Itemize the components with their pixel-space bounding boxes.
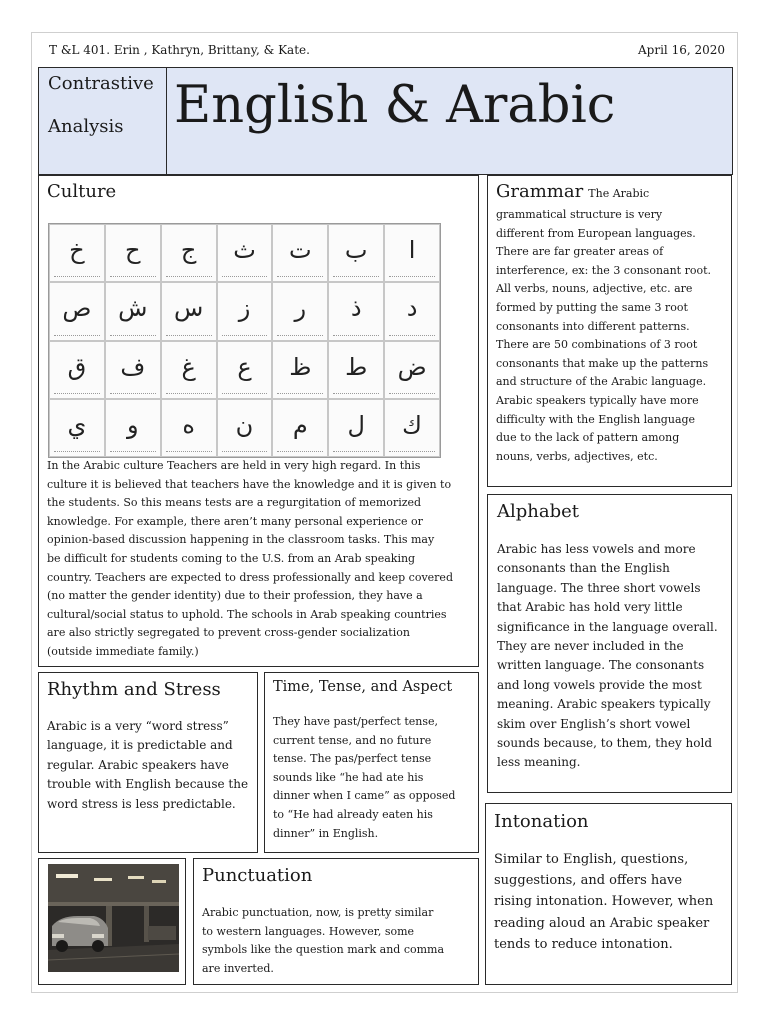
punctuation-text-line: to western languages. However, some [202, 924, 415, 938]
arabic-letter: ح [125, 236, 141, 265]
subtitle-line-1: Contrastive [48, 73, 154, 94]
arabic-letter: ت [289, 236, 312, 265]
arabic-letter: ف [120, 352, 146, 381]
alphabet-chart-cell [217, 341, 273, 399]
alphabet-chart-cell [49, 399, 105, 457]
alphabet-chart-cell [384, 224, 440, 282]
alphabet-chart-cell [217, 282, 273, 340]
culture-text-line: knowledge. For example, there aren’t many personal experience or [47, 514, 423, 528]
letter-caption-rule [222, 393, 268, 395]
alphabet-chart-cell [161, 399, 217, 457]
rhythm-text-line: regular. Arabic speakers have [47, 757, 229, 772]
time-tense-text [273, 713, 477, 843]
alphabet-text-line: less meaning. [497, 755, 581, 770]
culture-text-line: be difficult for students coming to the U.S. from an Arab speaking [47, 551, 416, 565]
alphabet-chart-cell [105, 341, 161, 399]
letter-caption-rule [222, 335, 268, 337]
grammar-text-line: formed by putting the same 3 root [496, 300, 688, 314]
alphabet-chart-cell [272, 282, 328, 340]
alphabet-text-line: Arabic has less vowels and more [497, 542, 696, 556]
arabic-letter: خ [69, 236, 85, 265]
arabic-letter: ه [182, 410, 195, 439]
grammar-text-line: nouns, verbs, adjectives, etc. [496, 449, 658, 463]
rhythm-text-line: trouble with English because the [47, 777, 249, 792]
letter-caption-rule [222, 276, 268, 278]
letter-caption-rule [277, 276, 323, 278]
alphabet-chart-cell [384, 399, 440, 457]
header-authors: T &L 401. Erin , Kathryn, Brittany, & Kate. [49, 43, 310, 57]
arabic-letter: س [173, 294, 204, 323]
page-title: English & Arabic [174, 76, 616, 135]
intonation-text-line: tends to reduce intonation. [494, 936, 673, 952]
grammar-text-line: consonants that make up the patterns [496, 356, 709, 370]
time-tense-text-line: They have past/perfect tense, [273, 715, 439, 728]
letter-caption-rule [110, 335, 156, 337]
arabic-letter: ي [67, 410, 87, 439]
intonation-text-line: suggestions, and offers have [494, 873, 683, 889]
alphabet-chart-cell [49, 224, 105, 282]
alphabet-chart-cell [105, 282, 161, 340]
arabic-letter: ب [344, 236, 368, 265]
arabic-letter: ظ [289, 352, 312, 381]
rhythm-text-line: Arabic is a very “word stress” [47, 719, 229, 733]
title-divider [166, 67, 167, 175]
letter-caption-rule [333, 276, 379, 278]
grammar-heading: Grammar [496, 181, 584, 202]
arabic-alphabet-chart [48, 223, 441, 458]
punctuation-text-line: Arabic punctuation, now, is pretty similar [202, 906, 434, 919]
culture-text-line: culture it is believed that teachers have the knowledge and it is given to [47, 477, 452, 491]
alphabet-chart-cell [384, 282, 440, 340]
punctuation-heading: Punctuation [202, 865, 313, 886]
alphabet-chart-cell [161, 341, 217, 399]
letter-caption-rule [389, 393, 435, 395]
culture-text-line: (outside immediate family.) [47, 644, 199, 658]
alphabet-chart-cell [328, 399, 384, 457]
grammar-text-line: All verbs, nouns, adjective, etc. are [496, 282, 693, 296]
alphabet-text-line: significance in the language overall. [497, 619, 718, 634]
arabic-letter: م [292, 410, 308, 439]
culture-text-line: country. Teachers are expected to dress professionally and keep covered [47, 570, 453, 584]
alphabet-chart-cell [49, 341, 105, 399]
alphabet-text-line: language. The three short vowels [497, 580, 701, 595]
punctuation-text [202, 904, 476, 978]
letter-caption-rule [166, 276, 212, 278]
alphabet-heading: Alphabet [497, 501, 580, 522]
letter-caption-rule [333, 335, 379, 337]
arabic-letter: ن [235, 410, 254, 439]
alphabet-chart-cell [384, 341, 440, 399]
letter-caption-rule [54, 335, 100, 337]
intonation-heading: Intonation [494, 811, 589, 832]
intonation-text-line: reading aloud an Arabic speaker [494, 915, 710, 931]
arabic-letter: ش [118, 294, 148, 323]
letter-caption-rule [54, 393, 100, 395]
alphabet-text-line: sounds because, to them, they hold [497, 736, 713, 751]
alphabet-chart-cell [328, 224, 384, 282]
alphabet-chart-cell [328, 341, 384, 399]
letter-caption-rule [166, 335, 212, 337]
culture-text-line: opinion-based discussion happening in the classroom tasks. This may [47, 533, 435, 547]
alphabet-chart-cell [49, 282, 105, 340]
letter-caption-rule [277, 335, 323, 337]
intonation-text [494, 849, 730, 955]
arabic-letter: ج [180, 236, 197, 265]
punctuation-text-line: are inverted. [202, 961, 274, 975]
garage-photo-image [48, 864, 179, 972]
grammar-text [496, 206, 728, 466]
rhythm-text-line: word stress is less predictable. [47, 796, 236, 811]
alphabet-chart-cell [328, 282, 384, 340]
time-tense-text-line: to “He had already eaten his [273, 807, 433, 821]
alphabet-text-line: consonants than the English [497, 561, 670, 576]
grammar-text-line: consonants into different patterns. [496, 319, 690, 333]
time-tense-text-line: tense. The pas/perfect tense [273, 752, 432, 766]
time-tense-text-line: current tense, and no future [273, 733, 432, 747]
arabic-letter: ض [397, 352, 427, 381]
culture-text-line: (no matter the gender identity) due to their profession, they have a [47, 589, 423, 603]
grammar-text-line: grammatical structure is very [496, 208, 663, 221]
letter-caption-rule [166, 451, 212, 453]
grammar-text-line: Arabic speakers typically have more [496, 393, 699, 407]
alphabet-text-line: written language. The consonants [497, 658, 705, 673]
arabic-letter: د [406, 294, 418, 323]
letter-caption-rule [54, 451, 100, 453]
letter-caption-rule [54, 276, 100, 278]
culture-text [47, 457, 475, 662]
grammar-text-line: due to the lack of pattern among [496, 431, 680, 445]
alphabet-text [497, 540, 729, 773]
arabic-letter: ق [67, 352, 87, 381]
arabic-letter: ا [408, 236, 416, 265]
letter-caption-rule [333, 393, 379, 395]
grammar-first-line [496, 181, 649, 204]
arabic-letter: و [126, 410, 139, 439]
alphabet-chart-cell [217, 399, 273, 457]
rhythm-text [47, 717, 255, 814]
punctuation-text-line: symbols like the question mark and comma [202, 943, 445, 957]
arabic-letter: ط [345, 352, 368, 381]
intonation-text-line: Similar to English, questions, [494, 852, 689, 867]
arabic-letter: ث [233, 236, 256, 265]
arabic-letter: ل [347, 410, 365, 439]
arabic-letter: ع [237, 352, 252, 381]
grammar-text-line: different from European languages. [496, 226, 696, 240]
alphabet-chart-cell [272, 224, 328, 282]
subtitle-line-2: Analysis [48, 116, 124, 137]
culture-text-line: cultural/social status to uphold. The schools in Arab speaking countries [47, 607, 447, 621]
garage-photo [48, 864, 179, 972]
culture-heading: Culture [47, 181, 117, 202]
grammar-text-line: interference, ex: the 3 consonant root. [496, 263, 712, 277]
culture-text-line: the students. So this means tests are a regurgitation of memorized [47, 496, 422, 510]
letter-caption-rule [110, 451, 156, 453]
arabic-letter: ك [402, 410, 422, 439]
letter-caption-rule [277, 451, 323, 453]
letter-caption-rule [277, 393, 323, 395]
alphabet-text-line: meaning. Arabic speakers typically [497, 697, 711, 712]
alphabet-chart-cell [272, 399, 328, 457]
intonation-text-line: rising intonation. However, when [494, 894, 714, 910]
letter-caption-rule [389, 335, 435, 337]
alphabet-chart-cell [105, 224, 161, 282]
culture-text-line: are also strictly segregated to prevent cross-gender socialization [47, 626, 410, 640]
alphabet-text-line: that Arabic has hold very little [497, 600, 683, 615]
letter-caption-rule [389, 451, 435, 453]
grammar-lead: The Arabic [588, 187, 650, 200]
time-tense-text-line: sounds like “he had ate his [273, 770, 424, 784]
letter-caption-rule [333, 451, 379, 453]
rhythm-text-line: language, it is predictable and [47, 738, 233, 753]
time-tense-text-line: dinner when I came” as opposed [273, 789, 456, 803]
time-tense-heading: Time, Tense, and Aspect [273, 679, 453, 695]
letter-caption-rule [166, 393, 212, 395]
arabic-letter: ر [294, 294, 307, 323]
header-date: April 16, 2020 [638, 43, 726, 57]
alphabet-chart-cell [217, 224, 273, 282]
arabic-letter: ص [62, 294, 92, 323]
alphabet-chart-cell [105, 399, 161, 457]
letter-caption-rule [110, 276, 156, 278]
alphabet-text-line: and long vowels provide the most [497, 677, 702, 692]
arabic-letter: ذ [350, 294, 362, 323]
time-tense-text-line: dinner” in English. [273, 826, 379, 840]
letter-caption-rule [222, 451, 268, 453]
arabic-letter: غ [181, 352, 196, 381]
grammar-text-line: There are far greater areas of [496, 245, 664, 259]
rhythm-heading: Rhythm and Stress [47, 679, 221, 700]
culture-text-line: In the Arabic culture Teachers are held in very high regard. In this [47, 459, 421, 472]
grammar-text-line: and structure of the Arabic language. [496, 375, 707, 389]
alphabet-chart-cell [161, 224, 217, 282]
grammar-text-line: There are 50 combinations of 3 root [496, 338, 698, 352]
alphabet-chart-cell [272, 341, 328, 399]
alphabet-chart-cell [161, 282, 217, 340]
grammar-text-line: difficulty with the English language [496, 412, 696, 426]
alphabet-text-line: skim over English’s short vowel [497, 716, 691, 731]
letter-caption-rule [110, 393, 156, 395]
alphabet-text-line: They are never included in the [497, 639, 684, 654]
arabic-letter: ز [238, 294, 251, 323]
letter-caption-rule [389, 276, 435, 278]
